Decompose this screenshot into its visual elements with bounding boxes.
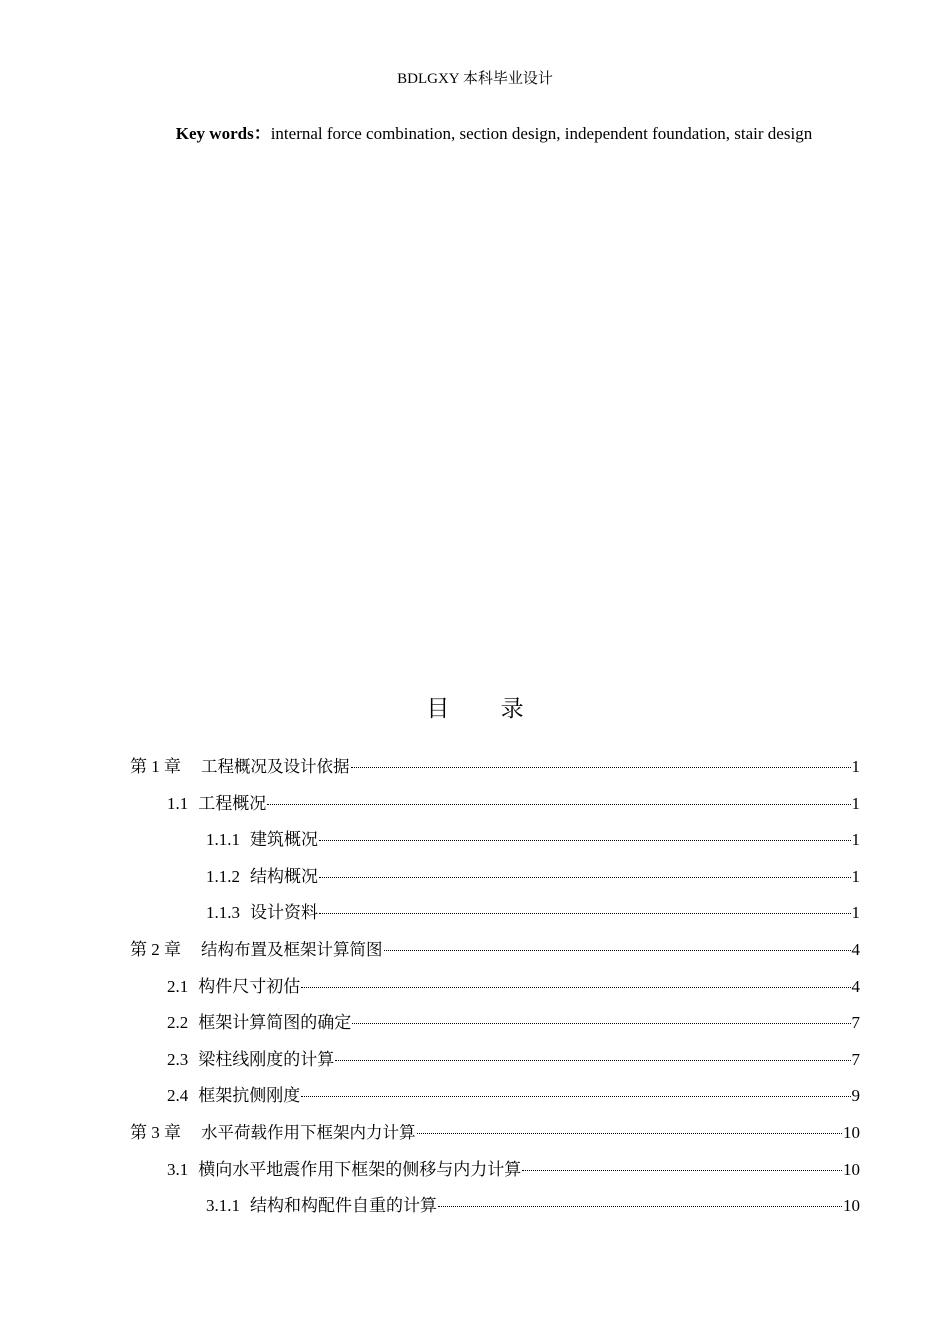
toc-entry[interactable] bbox=[130, 825, 860, 862]
toc-entry-number: 3.1 bbox=[167, 1159, 189, 1179]
toc-entry-number: 2.4 bbox=[167, 1086, 189, 1106]
toc-entry-title: 工程概况及设计依据 bbox=[201, 757, 350, 776]
toc-leader-dots bbox=[438, 1206, 842, 1207]
toc-entry[interactable] bbox=[130, 752, 860, 789]
toc-entry-title: 结构概况 bbox=[250, 866, 318, 886]
toc-entry-title: 框架抗侧刚度 bbox=[198, 1086, 301, 1106]
toc-entry-title: 建筑概况 bbox=[250, 830, 318, 850]
toc-entry[interactable] bbox=[130, 898, 860, 935]
toc-entry-title: 水平荷载作用下框架内力计算 bbox=[201, 1122, 416, 1142]
toc-entry-page: 4 bbox=[851, 976, 860, 996]
toc-entry[interactable] bbox=[130, 789, 860, 826]
toc-leader-dots bbox=[351, 767, 851, 768]
keywords-label: Key words： bbox=[175, 124, 271, 143]
toc-entry-page: 1 bbox=[851, 793, 860, 813]
toc-entry-number: 1.1.2 bbox=[206, 866, 240, 886]
toc-entry-title: 结构布置及框架计算简图 bbox=[201, 939, 383, 959]
toc-leader-dots bbox=[417, 1133, 843, 1134]
toc-entry-page: 10 bbox=[843, 1159, 860, 1179]
toc-entry-title: 结构和构配件自重的计算 bbox=[250, 1196, 437, 1216]
toc-entry-title: 构件尺寸初估 bbox=[198, 976, 301, 996]
toc-entry-number: 2.3 bbox=[167, 1049, 189, 1069]
toc-entry-page: 4 bbox=[851, 939, 860, 959]
toc-leader-dots bbox=[267, 804, 850, 805]
toc-entry-page: 7 bbox=[851, 1049, 860, 1069]
toc-entry-number: 1.1.3 bbox=[206, 903, 240, 923]
toc-entry-number: 2.1 bbox=[167, 976, 189, 996]
toc-entry-title: 梁柱线刚度的计算 bbox=[198, 1049, 335, 1069]
toc-leader-dots bbox=[319, 840, 851, 841]
page-header: BDLGXY 本科毕业设计 bbox=[397, 71, 553, 87]
toc-entry-number: 1.1.1 bbox=[206, 830, 240, 850]
toc-leader-dots bbox=[335, 1060, 850, 1061]
toc-entry-title: 横向水平地震作用下框架的侧移与内力计算 bbox=[198, 1159, 522, 1179]
table-of-contents bbox=[130, 752, 860, 1228]
toc-entry-number: 2.2 bbox=[167, 1013, 189, 1033]
toc-leader-dots bbox=[301, 1096, 850, 1097]
toc-entry-number: 1.1 bbox=[167, 793, 189, 813]
toc-entry-number: 3.1.1 bbox=[206, 1196, 240, 1216]
toc-entry-number: 第 3 章 bbox=[130, 1122, 181, 1142]
toc-leader-dots bbox=[352, 1023, 850, 1024]
keywords-text: internal force combination, section design, independent foundation, stair design bbox=[270, 124, 813, 143]
toc-entry-number: 第 2 章 bbox=[130, 939, 181, 959]
toc-leader-dots bbox=[319, 913, 851, 914]
toc-entry[interactable] bbox=[130, 972, 860, 1009]
toc-entry[interactable] bbox=[130, 1191, 860, 1228]
toc-entry-page: 1 bbox=[851, 866, 860, 886]
toc-entry[interactable] bbox=[130, 1081, 860, 1118]
toc-entry-title: 工程概况 bbox=[198, 793, 267, 813]
toc-leader-dots bbox=[319, 877, 851, 878]
toc-entry-page: 1 bbox=[851, 757, 860, 776]
toc-entry[interactable] bbox=[130, 1118, 860, 1155]
toc-entry[interactable] bbox=[130, 1155, 860, 1192]
toc-entry-number: 第 1 章 bbox=[130, 757, 181, 776]
toc-entry[interactable] bbox=[130, 935, 860, 972]
toc-entry-page: 1 bbox=[851, 830, 860, 850]
toc-entry-page: 10 bbox=[843, 1196, 860, 1216]
toc-entry[interactable] bbox=[130, 1008, 860, 1045]
keywords-paragraph bbox=[146, 118, 842, 149]
toc-entry-page: 9 bbox=[851, 1086, 860, 1106]
toc-entry-title: 设计资料 bbox=[250, 903, 318, 923]
toc-entry-page: 1 bbox=[851, 903, 860, 923]
toc-leader-dots bbox=[522, 1170, 842, 1171]
toc-entry-page: 10 bbox=[843, 1122, 860, 1142]
toc-entry-title: 框架计算简图的确定 bbox=[198, 1013, 352, 1033]
toc-leader-dots bbox=[384, 950, 851, 951]
toc-entry[interactable] bbox=[130, 1045, 860, 1082]
toc-entry[interactable] bbox=[130, 862, 860, 899]
toc-entry-page: 7 bbox=[851, 1013, 860, 1033]
toc-title: 目 录 bbox=[426, 696, 546, 722]
toc-leader-dots bbox=[301, 987, 850, 988]
